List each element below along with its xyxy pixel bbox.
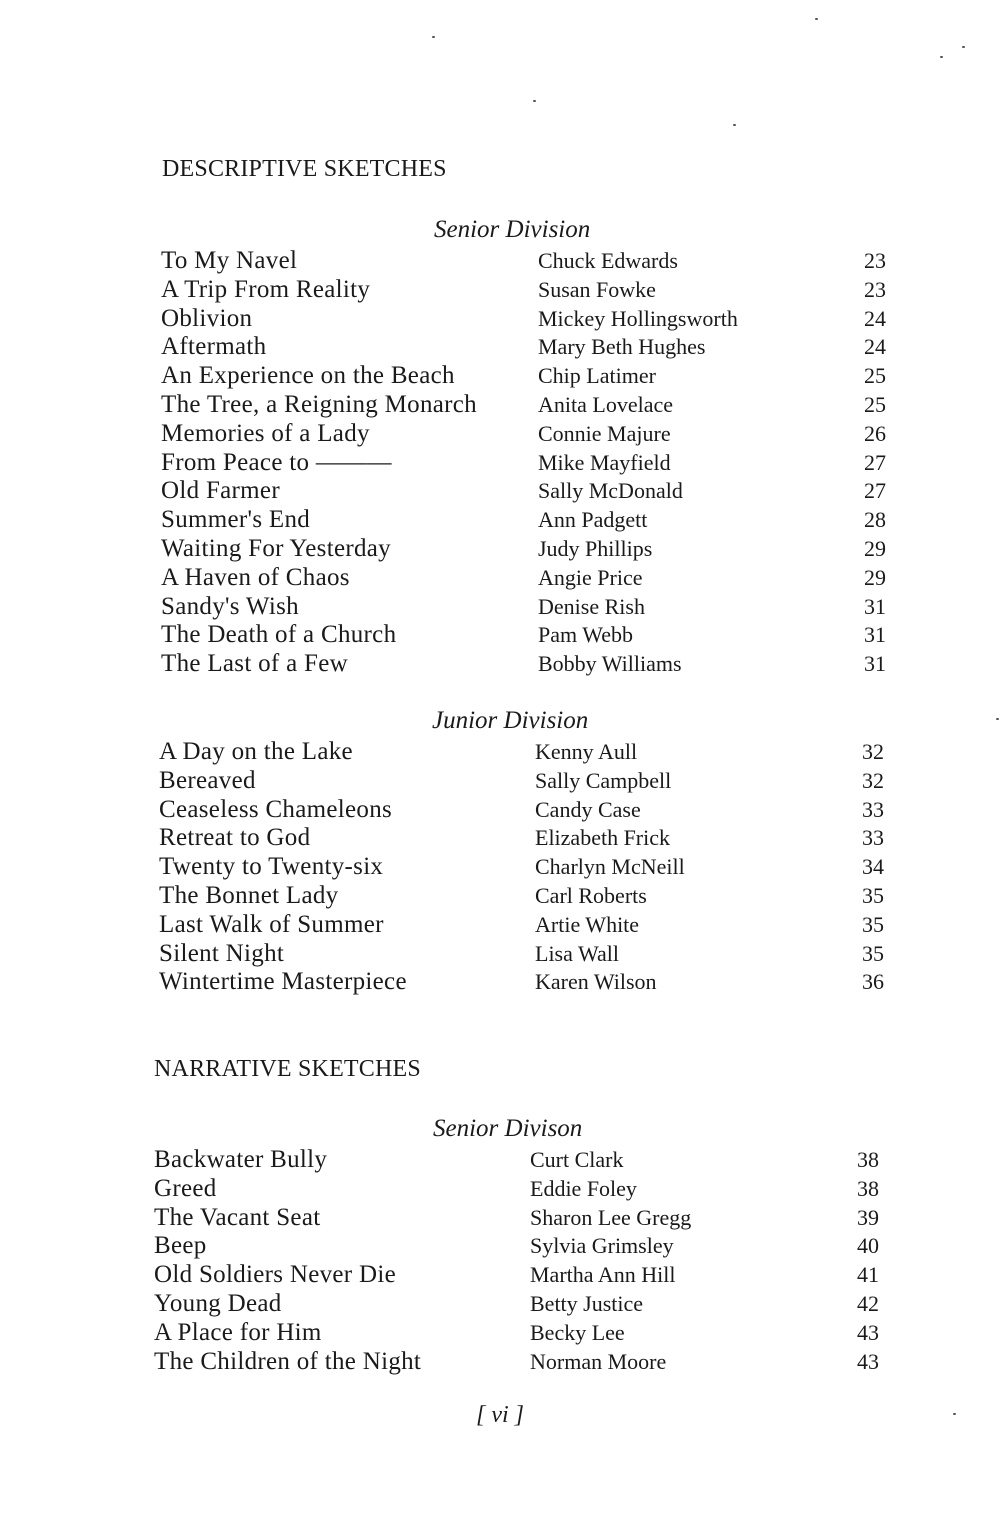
- entry-author: Curt Clark: [530, 1147, 624, 1172]
- entry-author: Susan Fowke: [538, 276, 656, 302]
- entry-page-number: 31: [864, 651, 886, 677]
- entry-author: Carl Roberts: [535, 883, 647, 908]
- entry-title: The Children of the Night: [154, 1347, 422, 1375]
- entry-author: Sharon Lee Gregg: [530, 1204, 692, 1230]
- toc-entry: [0, 1145, 1000, 1174]
- entry-title: Old Farmer: [161, 477, 280, 505]
- entry-author: Becky Lee: [530, 1319, 625, 1345]
- entry-title: Last Walk of Summer: [159, 910, 384, 938]
- toc-entry: [0, 361, 1000, 390]
- entry-author: Karen Wilson: [535, 969, 657, 995]
- entry-page-number: 23: [864, 276, 886, 302]
- scan-speck: [996, 718, 999, 720]
- entry-page-number: 35: [862, 940, 884, 966]
- division-title: Senior Division: [434, 216, 591, 243]
- toc-entry: [0, 881, 1000, 910]
- entry-author: Mike Mayfield: [538, 449, 671, 475]
- entry-page-number: 41: [857, 1262, 879, 1288]
- section-heading: DESCRIPTIVE SKETCHES: [162, 156, 447, 182]
- entry-author: Anita Lovelace: [538, 392, 673, 417]
- entry-author: Judy Phillips: [538, 536, 653, 561]
- entry-title: From Peace to ———: [161, 448, 392, 476]
- toc-entry: [0, 1289, 1000, 1318]
- scan-speck: [733, 124, 736, 126]
- entry-page-number: 27: [864, 478, 886, 504]
- toc-entry: [0, 1174, 1000, 1203]
- entry-title: Sandy's Wish: [161, 592, 299, 620]
- entry-page-number: 38: [857, 1175, 879, 1201]
- entry-title: Ceaseless Chameleons: [159, 795, 393, 823]
- entry-title: A Place for Him: [154, 1318, 322, 1346]
- entry-author: Denise Rish: [538, 593, 645, 619]
- entry-title: Young Dead: [154, 1290, 282, 1317]
- entry-page-number: 25: [864, 363, 886, 389]
- entry-author: Connie Majure: [538, 420, 671, 446]
- entry-title: Twenty to Twenty-six: [159, 853, 384, 881]
- entry-author: Charlyn McNeill: [535, 854, 685, 880]
- entry-title: Backwater Bully: [154, 1146, 328, 1173]
- entry-author: Sally Campbell: [535, 767, 672, 793]
- toc-entry: [0, 246, 1000, 275]
- toc-entry: [0, 737, 1000, 766]
- entry-author: Sally McDonald: [538, 478, 683, 504]
- entry-author: Bobby Williams: [538, 651, 682, 677]
- entry-page-number: 29: [864, 564, 886, 590]
- entry-page-number: 34: [862, 854, 884, 880]
- entry-title: The Death of a Church: [161, 621, 397, 649]
- entry-author: Lisa Wall: [535, 940, 619, 966]
- toc-entry: [0, 939, 1000, 968]
- entry-page-number: 23: [864, 248, 886, 273]
- entry-page-number: 35: [862, 883, 884, 908]
- toc-entry: [0, 620, 1000, 649]
- entry-title: A Day on the Lake: [159, 738, 353, 765]
- scan-speck: [962, 46, 965, 48]
- entry-page-number: 27: [864, 449, 886, 475]
- toc-entry: [0, 967, 1000, 996]
- toc-entry: [0, 332, 1000, 361]
- entry-author: Kenny Aull: [535, 739, 638, 764]
- page-number-folio: [ vi ]: [476, 1402, 524, 1428]
- entry-author: Eddie Foley: [530, 1175, 637, 1201]
- entry-title: Oblivion: [161, 304, 253, 332]
- entry-page-number: 31: [864, 622, 886, 648]
- entry-title: Wintertime Masterpiece: [159, 968, 407, 996]
- entry-author: Chuck Edwards: [538, 248, 678, 273]
- toc-entry: [0, 1203, 1000, 1232]
- toc-entry: [0, 795, 1000, 824]
- entry-page-number: 32: [862, 767, 884, 793]
- entry-title: The Bonnet Lady: [159, 882, 339, 909]
- scan-speck: [815, 18, 818, 20]
- entry-author: Martha Ann Hill: [530, 1262, 676, 1288]
- entry-author: Chip Latimer: [538, 363, 656, 389]
- toc-entry: [0, 910, 1000, 939]
- scan-speck: [432, 36, 435, 38]
- entry-page-number: 40: [857, 1233, 879, 1259]
- entry-author: Angie Price: [538, 564, 643, 590]
- toc-entry: [0, 419, 1000, 448]
- entry-title: Aftermath: [161, 333, 267, 361]
- entry-title: Beep: [154, 1232, 207, 1260]
- scan-speck: [940, 56, 943, 58]
- entry-title: Memories of a Lady: [161, 419, 370, 447]
- entry-page-number: 35: [862, 911, 884, 937]
- toc-entry: [0, 448, 1000, 477]
- entry-title: An Experience on the Beach: [161, 362, 455, 390]
- entry-title: The Tree, a Reigning Monarch: [161, 391, 477, 418]
- toc-entry: [0, 390, 1000, 419]
- entry-page-number: 24: [864, 334, 886, 360]
- entry-page-number: 31: [864, 593, 886, 619]
- toc-entry: [0, 534, 1000, 563]
- toc-entry: [0, 563, 1000, 592]
- entry-title: A Haven of Chaos: [161, 563, 350, 591]
- toc-entry: [0, 649, 1000, 678]
- entry-page-number: 39: [857, 1204, 879, 1230]
- entry-author: Sylvia Grimsley: [530, 1233, 674, 1259]
- entry-author: Artie White: [535, 911, 640, 937]
- entry-title: Old Soldiers Never Die: [154, 1261, 396, 1289]
- entry-page-number: 36: [862, 969, 884, 995]
- entry-page-number: 26: [864, 420, 886, 446]
- section-heading: NARRATIVE SKETCHES: [154, 1056, 421, 1082]
- scan-speck: [953, 1413, 956, 1415]
- entry-page-number: 28: [864, 507, 886, 533]
- toc-entry: [0, 1231, 1000, 1260]
- entry-title: Bereaved: [159, 766, 256, 794]
- entry-title: The Vacant Seat: [154, 1203, 321, 1231]
- toc-entry: [0, 852, 1000, 881]
- entry-page-number: 42: [857, 1291, 879, 1316]
- entry-page-number: 32: [862, 739, 884, 764]
- entry-page-number: 24: [864, 305, 886, 331]
- entry-author: Ann Padgett: [538, 507, 648, 533]
- toc-entry: [0, 1347, 1000, 1376]
- entry-title: Retreat to God: [159, 824, 311, 852]
- entry-author: Mary Beth Hughes: [538, 334, 706, 360]
- entry-author: Betty Justice: [530, 1291, 644, 1316]
- toc-entry: [0, 505, 1000, 534]
- toc-entry: [0, 1260, 1000, 1289]
- entry-page-number: 38: [857, 1147, 879, 1172]
- entry-page-number: 43: [857, 1319, 879, 1345]
- toc-entry: [0, 1318, 1000, 1347]
- entry-author: Pam Webb: [538, 622, 633, 648]
- entry-page-number: 33: [862, 796, 884, 822]
- entry-author: Elizabeth Frick: [535, 825, 671, 851]
- entry-author: Candy Case: [535, 796, 641, 822]
- toc-entry: [0, 275, 1000, 304]
- entry-title: Summer's End: [161, 506, 311, 534]
- entry-page-number: 29: [864, 536, 886, 561]
- scan-speck: [533, 100, 536, 102]
- entry-page-number: 25: [864, 392, 886, 417]
- division-title: Senior Divison: [433, 1115, 583, 1142]
- entry-title: Silent Night: [159, 939, 285, 967]
- entry-title: The Last of a Few: [161, 650, 348, 678]
- entry-page-number: 33: [862, 825, 884, 851]
- toc-entry: [0, 476, 1000, 505]
- entry-author: Mickey Hollingsworth: [538, 305, 738, 331]
- toc-entry: [0, 823, 1000, 852]
- entry-author: Norman Moore: [530, 1348, 667, 1374]
- entry-title: Waiting For Yesterday: [161, 535, 391, 562]
- toc-entry: [0, 592, 1000, 621]
- entry-title: A Trip From Reality: [161, 275, 371, 303]
- toc-entry: [0, 766, 1000, 795]
- entry-title: Greed: [154, 1174, 217, 1202]
- entry-title: To My Navel: [161, 247, 298, 274]
- toc-entry: [0, 304, 1000, 333]
- division-title: Junior Division: [432, 707, 589, 734]
- entry-page-number: 43: [857, 1348, 879, 1374]
